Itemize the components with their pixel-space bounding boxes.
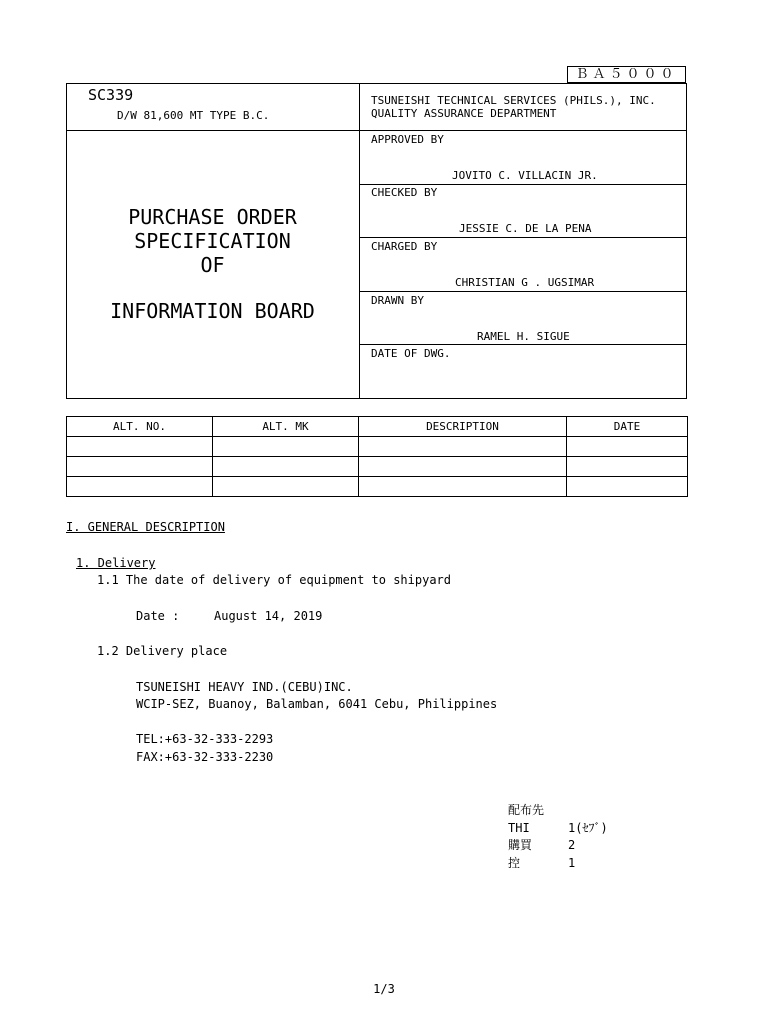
title-line-1: PURCHASE ORDER (128, 205, 297, 229)
drawn-by-label: DRAWN BY (371, 294, 424, 307)
page-number: 1/3 (373, 982, 395, 996)
header-rule (66, 130, 687, 131)
col-alt-mk: ALT. MK (213, 417, 359, 437)
table-cell (67, 477, 213, 497)
charged-by-label: CHARGED BY (371, 240, 438, 253)
distribution-name: 控 (508, 856, 521, 870)
subsection-title: 1. Delivery (76, 556, 156, 570)
table-cell (213, 477, 359, 497)
col-date: DATE (567, 417, 688, 437)
signoff-rule (359, 344, 687, 345)
table-cell (567, 437, 688, 457)
ship-number: SC339 (88, 86, 134, 104)
date-of-dwg-label: DATE OF DWG. (371, 347, 451, 360)
table-row (67, 457, 688, 477)
checked-by-label: CHECKED BY (371, 186, 438, 199)
table-cell (359, 437, 567, 457)
item-1-1: 1.1 The date of delivery of equipment to shipyard (97, 573, 452, 587)
table-cell (567, 477, 688, 497)
table-cell (359, 477, 567, 497)
col-description: DESCRIPTION (359, 417, 567, 437)
title-line-4: INFORMATION BOARD (110, 299, 315, 323)
title-line-2: SPECIFICATION (134, 229, 291, 253)
table-cell (567, 457, 688, 477)
table-cell (67, 437, 213, 457)
date-label: Date : (136, 609, 180, 623)
signoff-rule (359, 291, 687, 292)
table-row (67, 477, 688, 497)
checked-by-name: JESSIE C. DE LA PENA (459, 222, 592, 235)
table-cell (213, 437, 359, 457)
title-line-3: OF (200, 253, 225, 277)
signoff-rule (359, 237, 687, 238)
date-value: August 14, 2019 (214, 609, 323, 623)
table-row (67, 437, 688, 457)
address-line-1: TSUNEISHI HEAVY IND.(CEBU)INC. (136, 680, 353, 694)
company-name: TSUNEISHI TECHNICAL SERVICES (PHILS.), INC. (371, 94, 656, 107)
distribution-title: 配布先 (508, 803, 545, 817)
item-1-2: 1.2 Delivery place (97, 644, 228, 658)
table-header-row (67, 417, 688, 437)
document-code: ＢＡ５０００ (567, 66, 686, 83)
table-cell (359, 457, 567, 477)
distribution-qty: 1 (568, 856, 576, 870)
charged-by-name: CHRISTIAN G . UGSIMAR (455, 276, 595, 289)
address-line-2: WCIP-SEZ, Buanoy, Balamban, 6041 Cebu, Philippines (136, 697, 498, 711)
distribution-qty: 2 (568, 838, 576, 852)
telephone: TEL:+63-32-333-2293 (136, 732, 274, 746)
signoff-rule (359, 184, 687, 185)
department-name: QUALITY ASSURANCE DEPARTMENT (371, 107, 557, 120)
ship-spec: D/W 81,600 MT TYPE B.C. (117, 109, 270, 122)
approved-by-label: APPROVED BY (371, 133, 444, 146)
distribution-name: 購買 (508, 838, 533, 852)
col-alt-no: ALT. NO. (67, 417, 213, 437)
fax: FAX:+63-32-333-2230 (136, 750, 274, 764)
table-cell (213, 457, 359, 477)
alteration-table (66, 416, 688, 497)
distribution-name: THI (508, 821, 530, 835)
section-title: I. GENERAL DESCRIPTION (66, 520, 225, 534)
approved-by-name: JOVITO C. VILLACIN JR. (452, 169, 598, 182)
distribution-qty: 1(ｾﾌﾞ) (568, 821, 608, 835)
table-cell (67, 457, 213, 477)
drawn-by-name: RAMEL H. SIGUE (477, 330, 570, 343)
